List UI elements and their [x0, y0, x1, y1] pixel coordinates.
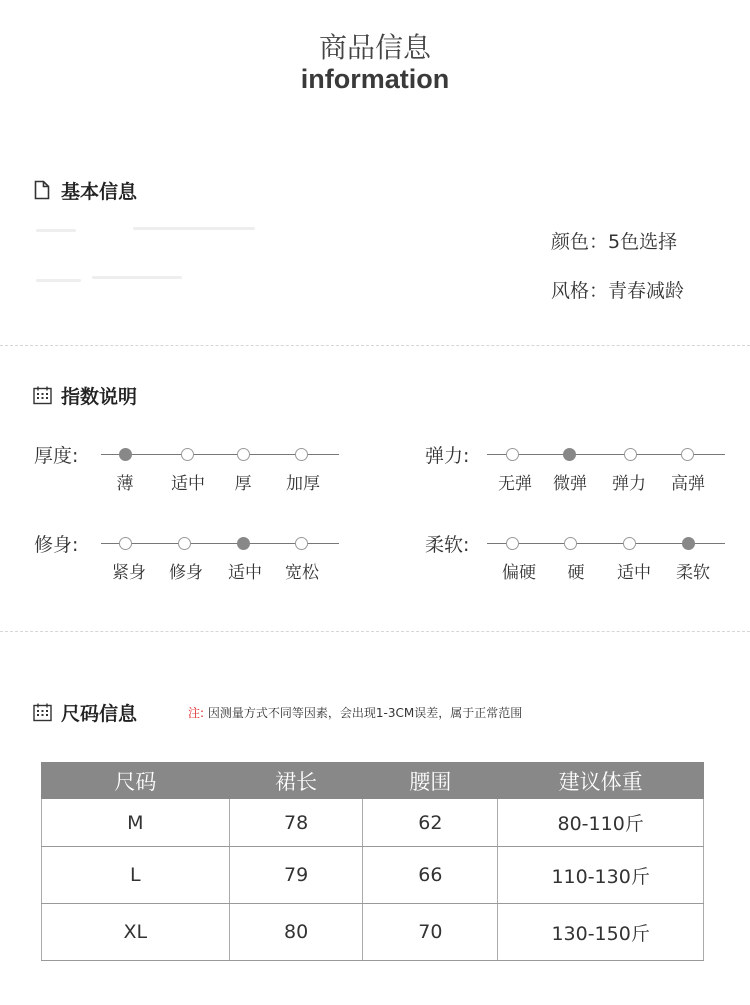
faded-text	[36, 279, 81, 282]
faded-text	[36, 229, 76, 232]
table-row	[42, 904, 704, 961]
calendar-icon	[31, 701, 53, 723]
scale-dot	[681, 448, 694, 461]
scale-option: 修身	[169, 563, 203, 583]
info-key: 颜色	[551, 231, 590, 253]
info-sep: ：	[589, 231, 609, 253]
scale-dot	[237, 448, 250, 461]
info-sep: ：	[589, 280, 609, 302]
scale-option: 薄	[116, 474, 134, 494]
table-cell: 66	[363, 847, 498, 904]
table-header-row	[42, 763, 704, 799]
scale-option: 弹力	[612, 474, 646, 494]
scale-dot	[181, 448, 194, 461]
scale-option: 无弹	[498, 474, 532, 494]
calendar-icon	[31, 384, 53, 406]
scale-dot	[295, 448, 308, 461]
basic-info-heading	[31, 177, 137, 203]
scale-label-softness: 柔软:	[425, 534, 470, 556]
page-subtitle: information	[300, 64, 450, 94]
document-icon	[31, 179, 53, 201]
scale-option: 偏硬	[502, 563, 536, 583]
size-heading	[31, 699, 137, 725]
scale-dot	[623, 537, 636, 550]
scale-dot	[506, 537, 519, 550]
scale-dot-selected	[563, 448, 576, 461]
scale-dot-selected	[682, 537, 695, 550]
scale-dot	[506, 448, 519, 461]
info-value: 青春减龄	[608, 280, 685, 302]
table-header-cell: 尺码	[42, 763, 230, 799]
table-cell: 79	[229, 847, 363, 904]
section-divider	[0, 631, 750, 632]
table-cell: L	[42, 847, 230, 904]
scale-thickness	[101, 444, 339, 494]
faded-text	[133, 227, 255, 230]
size-note	[188, 704, 522, 721]
scale-option: 微弹	[553, 474, 587, 494]
scale-label-fit: 修身:	[34, 534, 79, 556]
scale-dot	[295, 537, 308, 550]
table-cell: 62	[363, 799, 498, 847]
scale-option: 加厚	[286, 474, 320, 494]
table-cell: 80-110斤	[498, 799, 704, 847]
table-header-cell: 腰围	[363, 763, 498, 799]
scale-dot-selected	[119, 448, 132, 461]
note-prefix: 注:	[188, 706, 205, 720]
scale-dot	[178, 537, 191, 550]
info-line-color	[551, 227, 677, 254]
table-header-cell: 裙长	[229, 763, 363, 799]
info-line-style	[551, 276, 684, 303]
basic-info-label: 基本信息	[61, 180, 138, 203]
scale-fit	[101, 533, 339, 583]
scale-dot	[564, 537, 577, 550]
size-table	[41, 762, 704, 961]
scale-option: 紧身	[112, 563, 146, 583]
table-cell: 80	[229, 904, 363, 961]
scale-option: 适中	[228, 563, 262, 583]
table-cell: 110-130斤	[498, 847, 704, 904]
faded-text	[92, 276, 182, 279]
info-key: 风格	[551, 280, 590, 302]
table-cell: 78	[229, 799, 363, 847]
scale-option: 厚	[234, 474, 252, 494]
scale-option: 适中	[171, 474, 205, 494]
scale-dot-selected	[237, 537, 250, 550]
table-cell: M	[42, 799, 230, 847]
table-header-cell: 建议体重	[498, 763, 704, 799]
table-row	[42, 847, 704, 904]
scale-label-thickness: 厚度:	[34, 445, 79, 467]
scale-dot	[624, 448, 637, 461]
scale-dot	[119, 537, 132, 550]
scale-option: 柔软	[676, 563, 710, 583]
note-text: 因测量方式不同等因素，会出现1-3CM误差，属于正常范围	[204, 706, 523, 720]
index-label: 指数说明	[61, 385, 138, 408]
scale-softness	[487, 533, 725, 583]
scale-option: 宽松	[285, 563, 319, 583]
page-title: 商品信息	[318, 31, 431, 64]
table-cell: 70	[363, 904, 498, 961]
size-label: 尺码信息	[61, 702, 138, 725]
table-row	[42, 799, 704, 847]
index-heading	[31, 382, 137, 408]
scale-elasticity	[487, 444, 725, 494]
scale-label-elasticity: 弹力:	[425, 445, 470, 467]
info-value: 5色选择	[608, 231, 678, 253]
section-divider	[0, 345, 750, 346]
scale-option: 硬	[567, 563, 585, 583]
table-cell: XL	[42, 904, 230, 961]
scale-option: 适中	[617, 563, 651, 583]
scale-option: 高弹	[671, 474, 705, 494]
table-cell: 130-150斤	[498, 904, 704, 961]
